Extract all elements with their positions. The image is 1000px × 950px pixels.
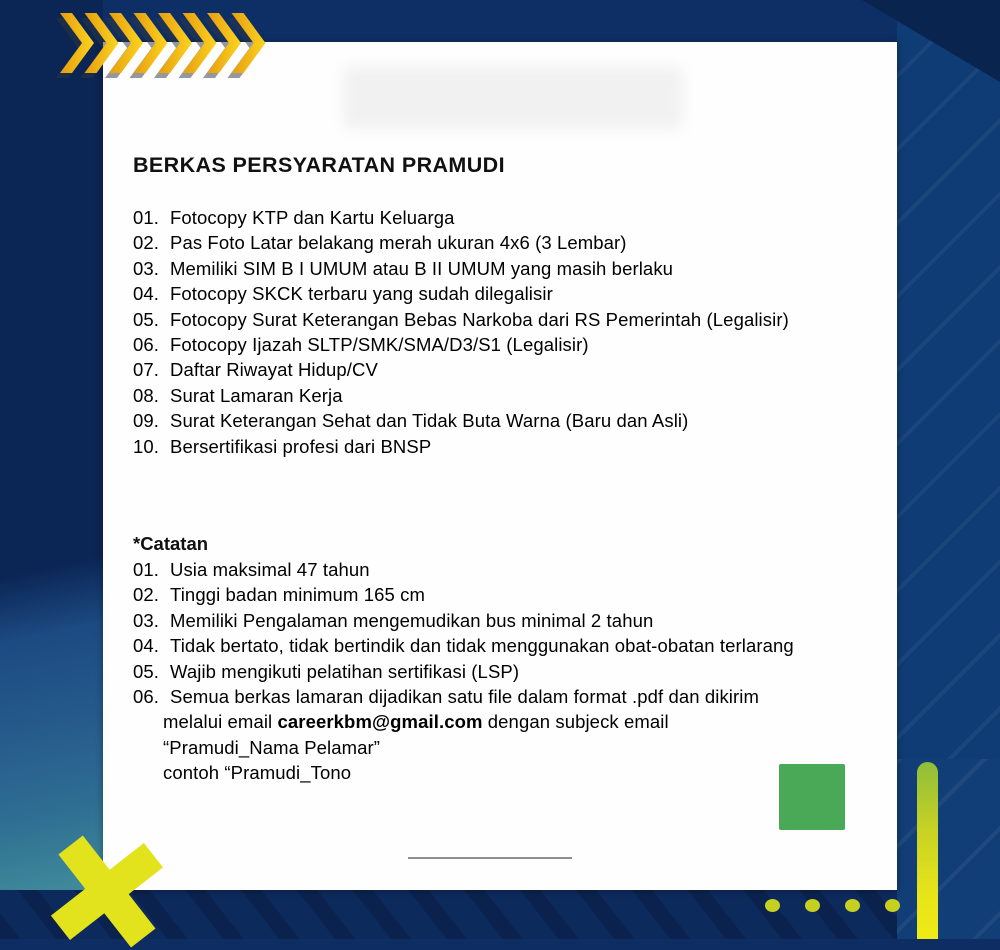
bottom-right-blue-corner [897,759,1000,939]
page-title: BERKAS PERSYARATAN PRAMUDI [133,153,505,177]
notes-list [133,557,794,709]
dot-icon [885,899,900,912]
item-number: 05. [133,660,160,682]
left-gradient-panel [0,0,103,939]
requirement-item [133,383,789,408]
item-text: Semua berkas lamaran dijadikan satu file dalam format .pdf dan dikirim [170,686,759,708]
item-number: 01. [133,207,160,228]
requirement-item [133,434,789,459]
item-number: 02. [133,584,160,606]
email-address: careerkbm@gmail.com [277,711,483,733]
item-number: 04. [133,635,160,657]
item-number: 03. [133,257,160,279]
item-text: Fotocopy SKCK terbaru yang sudah dilegalisir [170,283,553,305]
email-line-suffix: dengan subjeck email [482,711,669,733]
item-number: 01. [133,559,160,580]
item-text: Surat Keterangan Sehat dan Tidak Buta Warna (Baru dan Asli) [170,410,689,432]
item-text: Pas Foto Latar belakang merah ukuran 4x6 (3 Lembar) [170,232,627,254]
notes-section [133,531,794,786]
note-item [133,608,794,633]
item-number: 06. [133,686,160,708]
item-text: Bersertifikasi profesi dari BNSP [170,435,432,457]
cross-x-icon [57,839,158,943]
vertical-bar-decoration [917,762,938,939]
note-item [133,582,794,607]
requirements-list [133,205,789,459]
note-item [133,557,794,582]
dots-row-decoration [765,899,900,912]
requirement-item [133,205,789,230]
green-square-decoration [779,764,845,830]
email-line [133,709,794,734]
note-item [133,684,794,709]
requirement-item [133,230,789,255]
item-text: Usia maksimal 47 tahun [170,559,370,580]
dot-icon [805,899,820,912]
notes-heading: *Catatan [133,533,209,554]
email-line-prefix: melalui email [163,711,278,733]
item-text: Memiliki SIM B I UMUM atau B II UMUM yang masih berlaku [170,257,674,279]
requirement-item [133,281,789,306]
requirement-item [133,357,789,382]
note-item [133,633,794,658]
item-text: Fotocopy Surat Keterangan Bebas Narkoba dari RS Pemerintah (Legalisir) [170,308,789,330]
item-number: 02. [133,232,160,254]
item-number: 10. [133,435,160,457]
item-text: Fotocopy Ijazah SLTP/SMK/SMA/D3/S1 (Legalisir) [170,334,589,356]
dot-icon [765,899,780,912]
flyer-card [103,42,897,890]
chevron-arrows-icon [52,5,282,90]
requirement-item [133,408,789,433]
item-number: 06. [133,334,160,356]
item-number: 03. [133,609,160,631]
item-text: Fotocopy KTP dan Kartu Keluarga [170,207,455,228]
note-item [133,659,794,684]
item-text: Memiliki Pengalaman mengemudikan bus minimal 2 tahun [170,609,654,631]
item-text: Daftar Riwayat Hidup/CV [170,359,378,381]
requirement-item [133,332,789,357]
item-number: 09. [133,410,160,432]
signature-line [408,857,572,859]
dot-icon [845,899,860,912]
item-number: 08. [133,384,160,406]
requirement-item [133,256,789,281]
item-number: 05. [133,308,160,330]
item-text: Tinggi badan minimum 165 cm [170,584,425,606]
item-text: Wajib mengikuti pelatihan sertifikasi (LSP) [170,660,520,682]
item-number: 07. [133,359,160,381]
item-text: Surat Lamaran Kerja [170,384,343,406]
item-text: Tidak bertato, tidak bertindik dan tidak menggunakan obat-obatan terlarang [170,635,794,657]
faded-watermark [343,67,683,129]
requirement-item [133,307,789,332]
subject-line: “Pramudi_Nama Pelamar” [163,736,381,758]
example-line: contoh “Pramudi_Tono [163,762,352,784]
item-number: 04. [133,283,160,305]
